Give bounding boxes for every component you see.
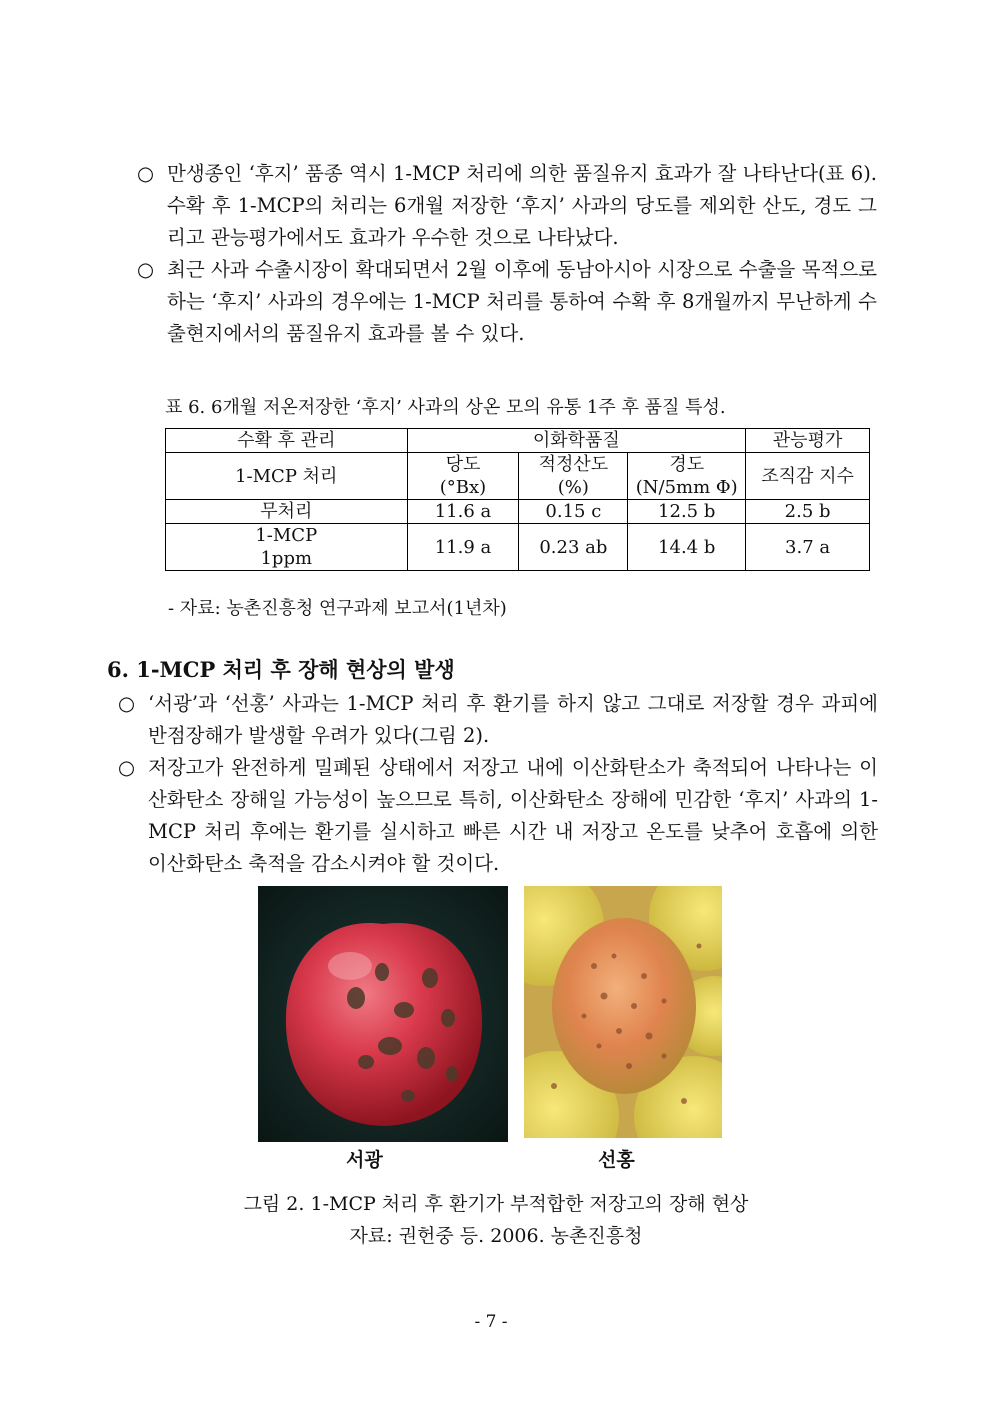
table-cell: 11.9 a bbox=[407, 524, 519, 571]
table-header-cell: 1-MCP 처리 bbox=[166, 453, 408, 500]
bullet-circle: ○ bbox=[118, 692, 136, 715]
bullet-circle: ○ bbox=[137, 162, 155, 185]
bullet-circle: ○ bbox=[118, 756, 136, 779]
treat-line: 1ppm bbox=[260, 548, 313, 569]
table-header-cell bbox=[628, 453, 746, 500]
apple-photo-seonhong bbox=[524, 886, 722, 1138]
header-label: 경도 bbox=[669, 454, 705, 475]
paragraph-text: 최근 사과 수출시장이 확대되면서 2월 이후에 동남아시아 시장으로 수출을 목적으로 하는 ‘후지’ 사과의 경우에는 1-MCP 처리를 통하여 수확 후 8개월까지 무난하게 수출현지에서의 품질유지 효과를 볼 수 있다. bbox=[167, 258, 877, 345]
paragraph-text: 만생종인 ‘후지’ 품종 역시 1-MCP 처리에 의한 품질유지 효과가 잘 나타난다(표 6). 수확 후 1-MCP의 처리는 6개월 저장한 ‘후지’ 사과의 당도를 제외한 산도, 경도 그리고 관능평가에서도 효과가 우수한 것으로 나타났다. bbox=[167, 162, 877, 249]
table-caption: 표 6. 6개월 저온저장한 ‘후지’ 사과의 상온 모의 유통 1주 후 품질 특성. bbox=[165, 397, 726, 418]
header-unit: (°Bx) bbox=[439, 477, 487, 498]
table-header-cell bbox=[519, 453, 628, 500]
table-cell: 0.23 ab bbox=[519, 524, 628, 571]
table-cell: 0.15 c bbox=[519, 500, 628, 524]
treat-line: 1-MCP bbox=[255, 525, 318, 546]
photo-label-seonhong: 선홍 bbox=[598, 1149, 635, 1171]
table-cell bbox=[166, 524, 408, 571]
section-paragraph-1 bbox=[118, 688, 878, 752]
table-header-cell bbox=[407, 453, 519, 500]
paragraph-text: 저장고가 완전하게 밀폐된 상태에서 저장고 내에 이산화탄소가 축적되어 나타나는 이산화탄소 장해일 가능성이 높으므로 특히, 이산화탄소 장해에 민감한 ‘후지’ 사과의 1-MCP 처리 후에는 환기를 실시하고 빠른 시간 내 저장고 온도를 낮추어 호흡에 의한 이산화탄소 축적을 감소시켜야 할 것이다. bbox=[148, 756, 878, 875]
table-cell: 14.4 b bbox=[628, 524, 746, 571]
paragraph-1 bbox=[137, 158, 877, 254]
table-header-row bbox=[166, 453, 870, 500]
page-number: - 7 - bbox=[474, 1312, 508, 1332]
apple-photo-seogwang bbox=[258, 886, 508, 1142]
header-label: 당도 bbox=[445, 454, 481, 475]
table-cell: 무처리 bbox=[166, 500, 408, 524]
section-paragraph-2 bbox=[118, 752, 878, 880]
figure-source: 자료: 권헌중 등. 2006. 농촌진흥청 bbox=[349, 1225, 643, 1247]
table-cell: 2.5 b bbox=[746, 500, 870, 524]
quality-table bbox=[165, 428, 870, 571]
table-row bbox=[166, 524, 870, 571]
header-unit: (%) bbox=[557, 477, 589, 498]
table-header-cell: 이화학품질 bbox=[407, 429, 746, 453]
section-heading: 6. 1-MCP 처리 후 장해 현상의 발생 bbox=[107, 657, 455, 682]
table-cell: 12.5 b bbox=[628, 500, 746, 524]
table-row bbox=[166, 500, 870, 524]
header-label: 적정산도 bbox=[538, 454, 609, 475]
table-header-cell: 관능평가 bbox=[746, 429, 870, 453]
photo-label-seogwang: 서광 bbox=[346, 1149, 383, 1171]
table-header-cell: 수확 후 관리 bbox=[166, 429, 408, 453]
bullet-circle: ○ bbox=[137, 258, 155, 281]
table-header-cell: 조직감 지수 bbox=[746, 453, 870, 500]
table-source: - 자료: 농촌진흥청 연구과제 보고서(1년차) bbox=[168, 598, 507, 619]
table-cell: 3.7 a bbox=[746, 524, 870, 571]
paragraph-2 bbox=[137, 254, 877, 350]
header-unit: (N/5mm Φ) bbox=[635, 477, 738, 498]
paragraph-text: ‘서광’과 ‘선홍’ 사과는 1-MCP 처리 후 환기를 하지 않고 그대로 저장할 경우 과피에 반점장해가 발생할 우려가 있다(그림 2). bbox=[148, 692, 878, 747]
table-cell: 11.6 a bbox=[407, 500, 519, 524]
figure-caption: 그림 2. 1-MCP 처리 후 환기가 부적합한 저장고의 장해 현상 bbox=[243, 1193, 749, 1215]
table-header-row bbox=[166, 429, 870, 453]
